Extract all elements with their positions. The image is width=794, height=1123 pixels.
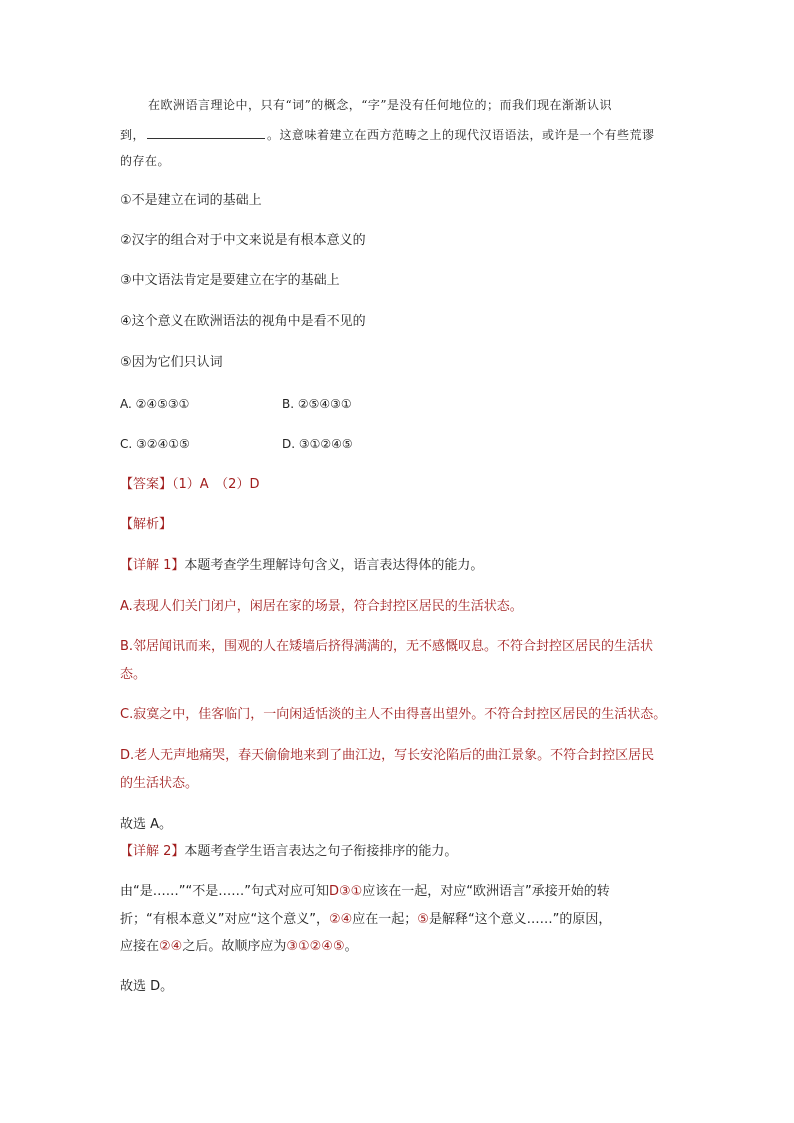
option-b: B. ②⑤④③① [282,397,352,411]
passage-line-2-end: 。这意味着建立在西方范畴之上的现代汉语语法，或许是一个有些荒谬 [267,128,655,142]
detail1-d-line2: 的生活状态。 [120,776,199,791]
detail1-a: A.表现人们关门闭户，闲居在家的场景，符合封控区居民的生活状态。 [120,599,523,614]
detail2-line2-a: 折；“有根本意义”对应“这个意义”， [120,912,329,927]
detail1-b-line2: 态。 [120,667,147,682]
item-2: ②汉字的组合对于中文来说是有根本意义的 [120,233,366,248]
detail2-line3-a: 应接在 [120,939,160,954]
detail1-text: 本题考查学生理解诗句含义，语言表达得体的能力。 [184,558,484,573]
detail2-line2-d: ⑤ [417,912,429,927]
detail1-d-line1: D.老人无声地痛哭，春天偷偷地来到了曲江边，写长安沦陷后的曲江景象。不符合封控区居民 [120,748,655,763]
option-d: D. ③①②④⑤ [282,437,353,451]
detail2-line1-a: 由“是……”“不是……”句式对应可知 [120,884,329,899]
detail2-label: 【详解 2】 [120,844,185,859]
fill-in-blank [147,126,265,139]
detail2-line3-e: 。 [344,939,358,954]
detail2-line3 [120,938,358,956]
item-1: ①不是建立在词的基础上 [120,193,262,208]
detail2-line2-e: 是解释“这个意义……”的原因， [428,912,612,927]
passage-line-1: 在欧洲语言理论中，只有“词”的概念，“字”是没有任何地位的；而我们现在渐渐认识 [148,98,613,112]
detail1-conclusion: 故选 A。 [120,817,173,832]
detail1-label: 【详解 1】 [120,558,185,573]
answer-line [120,476,259,494]
detail2-line2-b: ②④ [328,912,353,927]
detail2-line3-b: ②④ [159,939,183,954]
detail2-line3-d: ③①②④⑤ [286,939,345,954]
option-a: A. ②④⑤③① [120,397,190,411]
detail2-line1-b: D③① [328,884,363,899]
detail2-text: 本题考查学生语言表达之句子衔接排序的能力。 [184,844,458,859]
item-4: ④这个意义在欧洲语法的视角中是看不见的 [120,314,366,329]
detail1-b-line1: B.邻居闻讯而来，围观的人在矮墙后挤得满满的，无不感慨叹息。不符合封控区居民的生活状 [120,639,654,654]
detail2-line2 [120,911,611,929]
passage-line-2-start: 到， [120,128,146,142]
detail1-header [120,557,483,575]
detail2-line2-c: 应在一起； [352,912,418,927]
detail2-header [120,843,457,861]
option-c: C. ③②④①⑤ [120,437,190,451]
detail1-c: C.寂寞之中，佳客临门，一向闲适恬淡的主人不由得喜出望外。不符合封控区居民的生活状态。 [120,707,667,722]
detail2-line1 [120,883,610,901]
answer-text: （1）A （2）D [172,477,260,492]
passage-line-2 [120,126,655,144]
detail2-line3-c: 之后。故顺序应为 [182,939,287,954]
item-5: ⑤因为它们只认词 [120,355,223,370]
item-3: ③中文语法肯定是要建立在字的基础上 [120,273,340,288]
analysis-label: 【解析】 [120,517,173,532]
detail2-conclusion: 故选 D。 [120,979,174,994]
answer-label: 【答案】 [120,477,173,492]
passage-line-3: 的存在。 [120,154,171,168]
detail2-line1-c: 应该在一起，对应“欧洲语言”承接开始的转 [362,884,610,899]
